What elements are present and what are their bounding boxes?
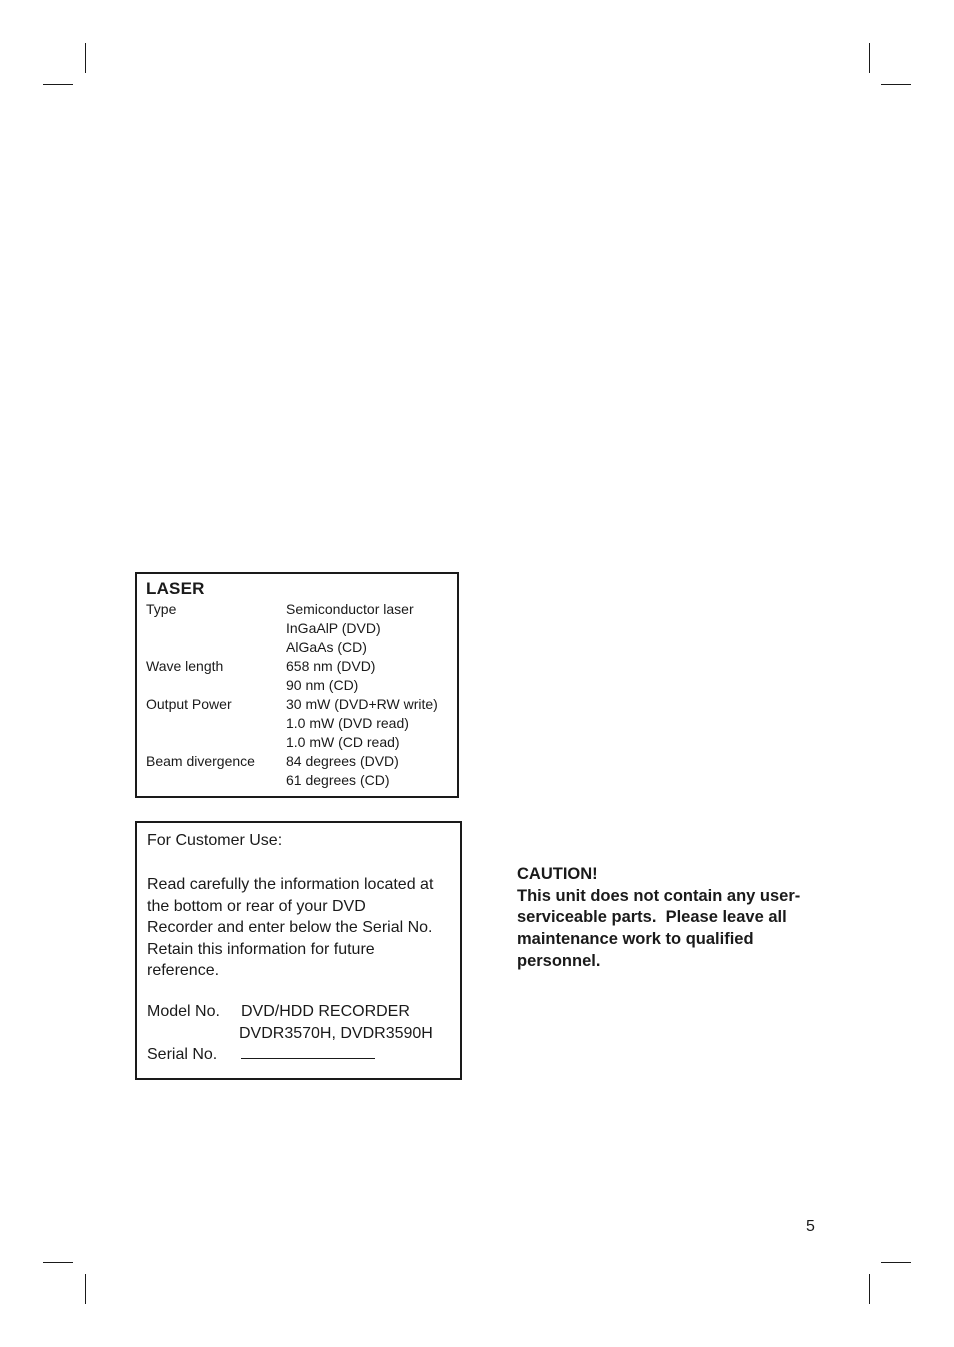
instruction-line: Read carefully the information located at xyxy=(147,876,434,893)
model-serial-block xyxy=(147,1001,457,1066)
laser-value: 30 mW (DVD+RW write) xyxy=(286,696,438,712)
laser-label: Output Power xyxy=(146,696,232,712)
laser-value: 61 degrees (CD) xyxy=(286,772,390,788)
crop-mark xyxy=(869,43,870,73)
crop-mark xyxy=(881,84,911,85)
laser-row-type xyxy=(146,600,456,657)
crop-mark xyxy=(43,84,73,85)
laser-row-output-power xyxy=(146,695,456,752)
laser-value: 1.0 mW (CD read) xyxy=(286,734,400,750)
caution-line: serviceable parts. Please leave all xyxy=(517,908,787,927)
laser-title: LASER xyxy=(146,579,205,598)
laser-value: AlGaAs (CD) xyxy=(286,639,367,655)
laser-value: 1.0 mW (DVD read) xyxy=(286,715,409,731)
caution-line: This unit does not contain any user- xyxy=(517,886,801,905)
model-row xyxy=(147,1001,457,1023)
laser-spec-box xyxy=(135,572,459,798)
serial-label: Serial No. xyxy=(147,1046,218,1063)
customer-use-box xyxy=(135,821,462,1080)
laser-row-wavelength xyxy=(146,657,456,695)
caution-line: personnel. xyxy=(517,951,601,970)
instruction-line: the bottom or rear of your DVD xyxy=(147,897,366,915)
crop-mark xyxy=(881,1262,911,1263)
model-label: Model No. xyxy=(147,1003,220,1020)
crop-mark xyxy=(43,1262,73,1263)
caution-line: maintenance work to qualified xyxy=(517,930,754,949)
crop-mark xyxy=(869,1274,870,1304)
serial-row xyxy=(147,1044,457,1066)
crop-mark xyxy=(85,1274,86,1304)
serial-number-blank xyxy=(241,1044,375,1059)
customer-instructions xyxy=(147,874,452,982)
model-value: DVD/HDD RECORDER xyxy=(241,1003,410,1020)
laser-row-beam-divergence xyxy=(146,752,456,790)
instruction-line: Retain this information for future xyxy=(147,940,375,958)
customer-heading: For Customer Use: xyxy=(147,832,283,849)
model-value: DVDR3570H, DVDR3590H xyxy=(239,1024,433,1042)
model-row-continued xyxy=(147,1023,457,1045)
laser-value: InGaAlP (DVD) xyxy=(286,620,381,636)
laser-value: 84 degrees (DVD) xyxy=(286,753,399,769)
laser-value: Semiconductor laser xyxy=(286,601,414,617)
instruction-line: reference. xyxy=(147,962,220,979)
laser-label: Type xyxy=(146,601,177,617)
crop-mark xyxy=(85,43,86,73)
laser-label: Beam divergence xyxy=(146,753,255,769)
caution-title: CAUTION! xyxy=(517,865,598,883)
instruction-line: Recorder and enter below the Serial No. xyxy=(147,919,433,936)
caution-body xyxy=(517,886,827,973)
laser-value: 658 nm (DVD) xyxy=(286,658,376,674)
laser-spec-table xyxy=(146,600,456,790)
page-number: 5 xyxy=(806,1218,815,1235)
laser-label: Wave length xyxy=(146,658,224,674)
laser-value: 90 nm (CD) xyxy=(286,677,359,693)
caution-notice xyxy=(517,864,827,973)
